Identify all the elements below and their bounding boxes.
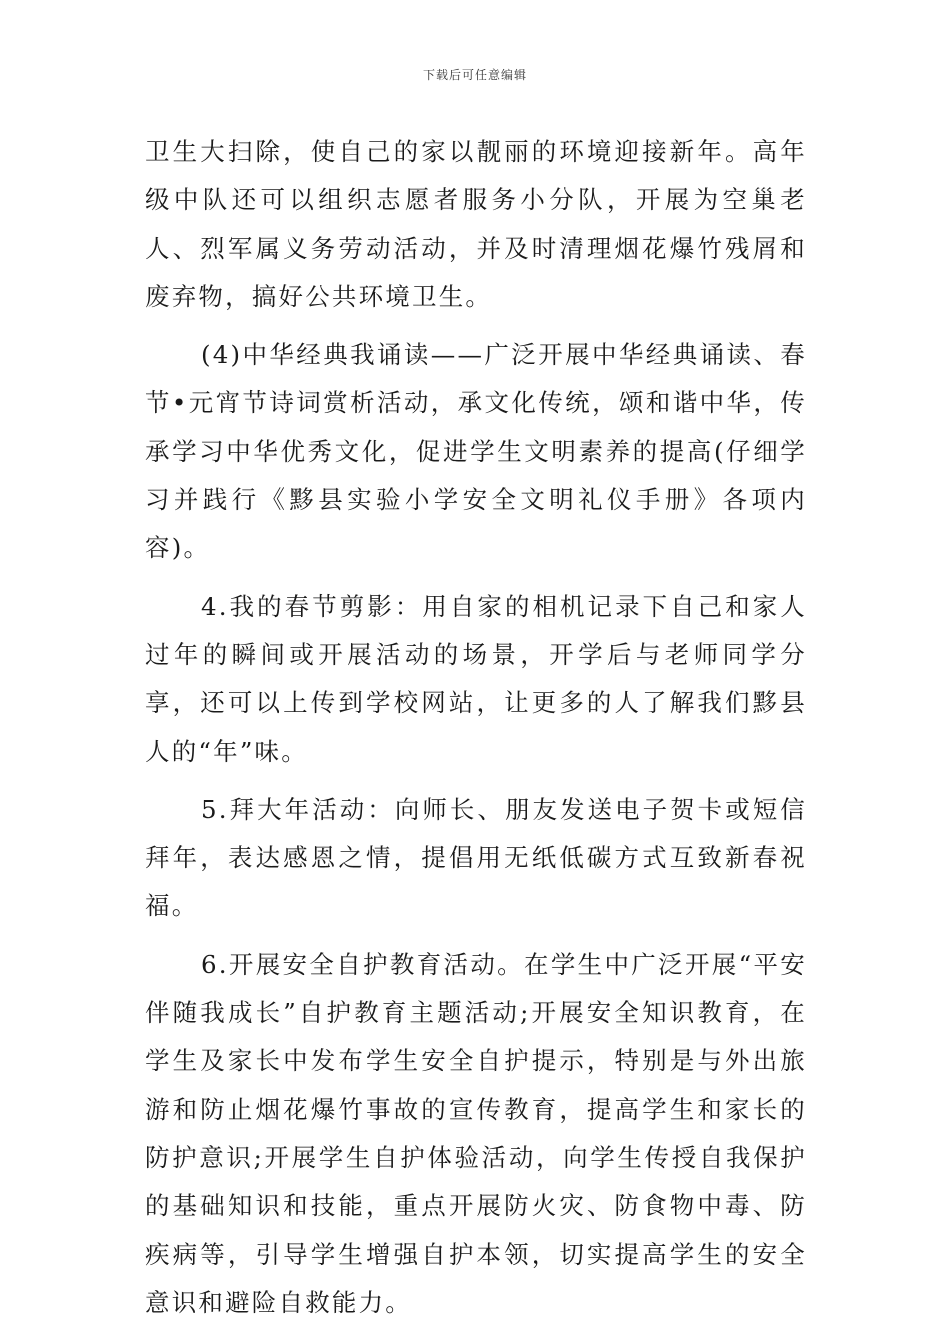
page-header: 下载后可任意编辑 [422,68,527,82]
paragraph-1: 卫生大扫除，使自己的家以靓丽的环境迎接新年。高年级中队还可以组织志愿者服务小分队，开展为空巢老人、烈军属义务劳动活动，并及时清理烟花爆竹残屑和废弃物，搞好公共环境卫生。 [145,137,807,311]
paragraph-5: 6.开展安全自护教育活动。在学生中广泛开展“平安伴随我成长”自护教育主题活动;开展安全知识教育，在学生及家长中发布学生安全自护提示，特别是与外出旅游和防止烟花爆竹事故的宣传教育，提高学生和家长的防护意识;开展学生自护体验活动，向学生传授自我保护的基础知识和技能，重点开展防火灾、防食物中毒、防疾病等，引导学生增强自护本领，切实提高学生的安全意识和避险自救能力。 [145,949,807,1317]
paragraph-4: 5.拜大年活动：向师长、朋友发送电子贺卡或短信拜年，表达感恩之情，提倡用无纸低碳方式互致新春祝福。 [145,794,807,921]
paragraph-3: 4.我的春节剪影：用自家的相机记录下自己和家人过年的瞬间或开展活动的场景，开学后与老师同学分享，还可以上传到学校网站，让更多的人了解我们黟县人的“年”味。 [145,591,807,766]
paragraph-2: (4)中华经典我诵读——广泛开展中华经典诵读、春节•元宵节诗词赏析活动，承文化传统，颂和谐中华，传承学习中华优秀文化，促进学生文明素养的提高(仔细学习并践行《黟县实验小学安全文明礼仪手册》各项内容)。 [145,340,807,563]
document-body [145,128,807,1337]
